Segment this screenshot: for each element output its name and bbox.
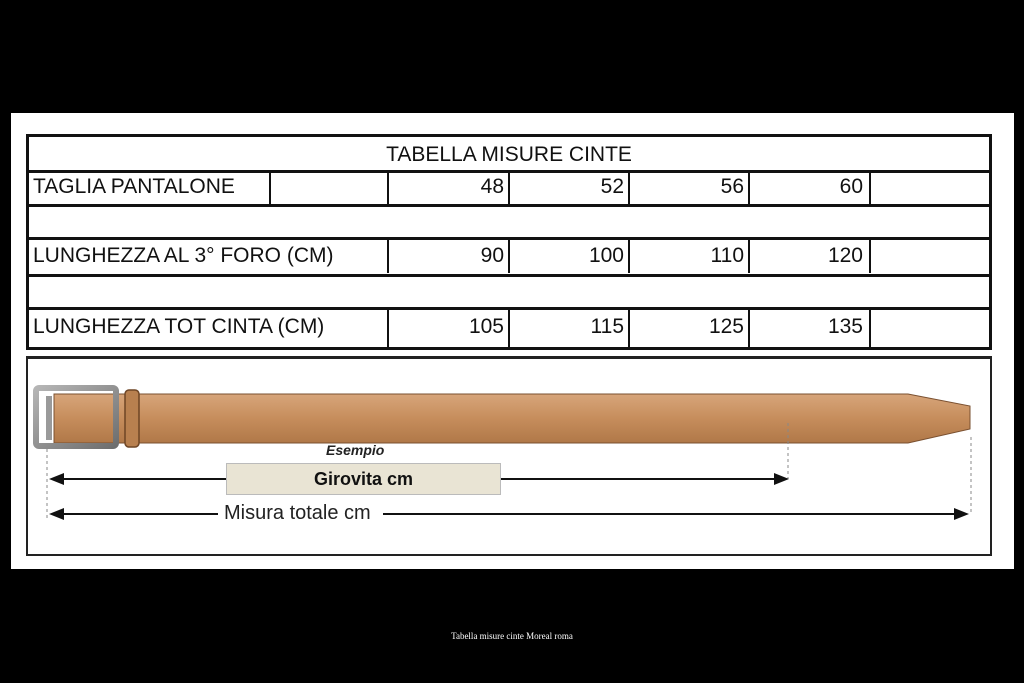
size-table [26,134,992,350]
row-label: TAGLIA PANTALONE [33,175,235,198]
image-caption: Tabella misure cinte Moreal roma [451,631,573,641]
length-cell: 90 [480,244,504,267]
size-cell: 60 [839,175,863,198]
size-cell: 48 [480,175,504,198]
total-length-label: Misura totale cm [218,500,383,526]
example-label: Esempio [326,442,385,458]
total-cell: 105 [468,315,504,338]
row-lunghezza-3-foro [29,240,989,273]
belt-strap [54,394,970,443]
total-cell: 125 [708,315,744,338]
length-cell: 110 [710,244,744,267]
row-taglia-pantalone [29,173,989,204]
length-cell: 100 [588,244,624,267]
row-lunghezza-tot [29,310,989,347]
waist-label: Girovita cm [226,463,501,495]
length-cell: 120 [827,244,863,267]
size-cell: 56 [720,175,744,198]
belt-diagram [26,356,992,556]
size-cell: 52 [600,175,624,198]
total-cell: 135 [827,315,863,338]
total-cell: 115 [590,315,624,338]
belt-illustration [28,359,990,554]
belt-keeper [125,390,139,447]
row-label: LUNGHEZZA TOT CINTA (CM) [33,315,325,338]
buckle-prong [46,396,52,440]
row-label: LUNGHEZZA AL 3° FORO (CM) [33,244,334,267]
size-chart-panel [11,113,1014,569]
table-title: TABELLA MISURE CINTE [386,143,632,166]
